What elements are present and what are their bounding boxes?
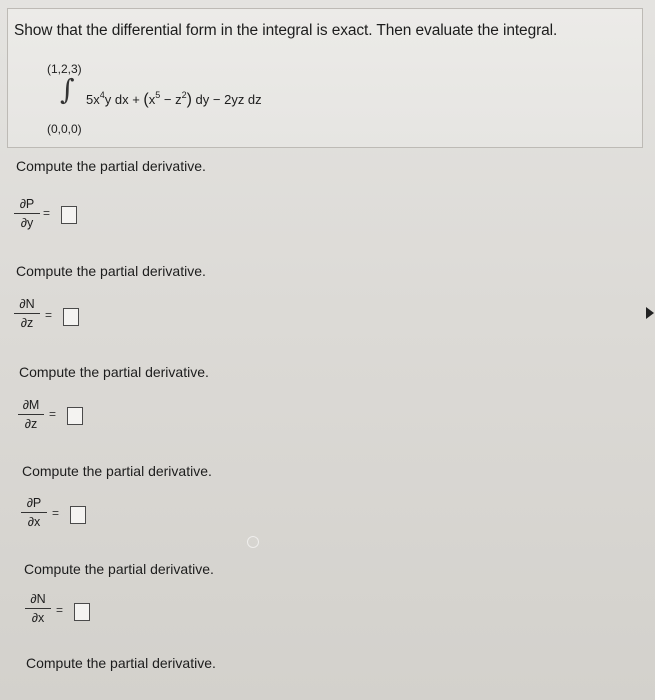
step-4-fraction: ∂P ∂x: [21, 496, 47, 529]
step-3-equals: =: [49, 407, 57, 421]
step-5-equals: =: [56, 603, 64, 617]
step-5-fraction: ∂N ∂x: [25, 592, 51, 625]
integral-upper-limit: (1,2,3): [47, 62, 82, 76]
screen-glare: [247, 536, 259, 548]
integral-lower-limit: (0,0,0): [47, 122, 82, 136]
step-5-title: Compute the partial derivative.: [24, 561, 214, 577]
step-1-equals: =: [43, 206, 51, 220]
step-3-title: Compute the partial derivative.: [19, 364, 209, 380]
integrand-expression: $5x^4y$ dx + $(x^5 - z^2)$ dy − 2yz dz: [86, 90, 262, 108]
step-2-title: Compute the partial derivative.: [16, 263, 206, 279]
answer-input-dP-dy[interactable]: [61, 206, 77, 224]
step-2-equals: =: [45, 308, 53, 322]
answer-input-dN-dz[interactable]: [63, 308, 79, 326]
answer-input-dN-dx[interactable]: [74, 603, 90, 621]
step-4-title: Compute the partial derivative.: [22, 463, 212, 479]
integral-sign: ∫: [60, 73, 75, 106]
scroll-right-arrow-icon[interactable]: [646, 307, 654, 319]
answer-input-dM-dz[interactable]: [67, 407, 83, 425]
step-1-title: Compute the partial derivative.: [16, 158, 206, 174]
step-6-title: Compute the partial derivative.: [26, 655, 216, 671]
problem-prompt: Show that the differential form in the integral is exact. Then evaluate the integral.: [14, 22, 558, 39]
step-4-equals: =: [52, 506, 60, 520]
step-1-fraction: ∂P ∂y: [14, 197, 40, 230]
answer-input-dP-dx[interactable]: [70, 506, 86, 524]
step-3-fraction: ∂M ∂z: [18, 398, 44, 431]
step-2-fraction: ∂N ∂z: [14, 297, 40, 330]
